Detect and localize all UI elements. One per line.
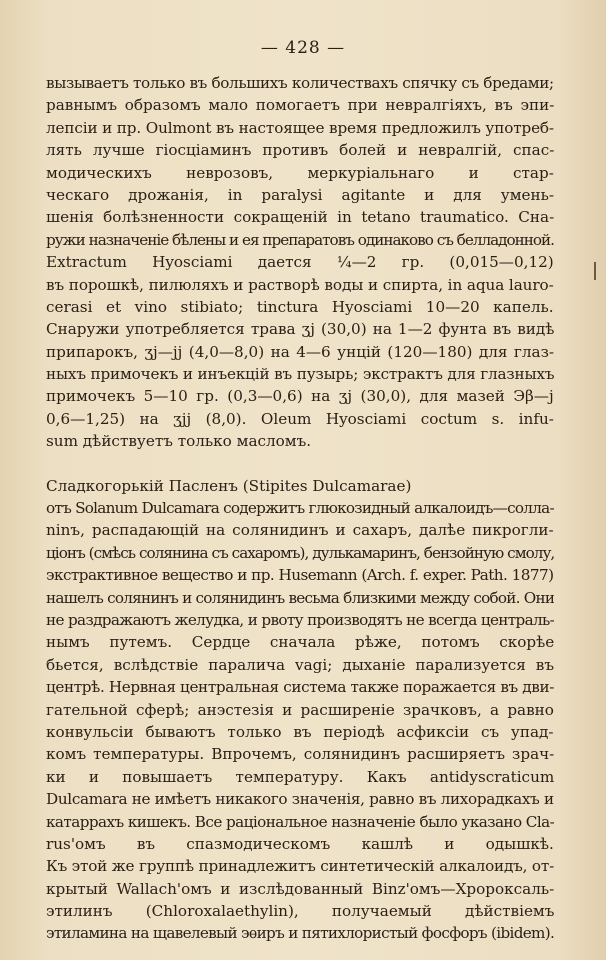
text-line: sum дѣйствуетъ только масломъ. bbox=[46, 432, 312, 451]
text-line: равнымъ образомъ мало помогаетъ при невралгіяхъ, въ эпи- bbox=[46, 96, 554, 115]
text-line: ціонъ (смѣсь солянина съ сахаромъ), дулькамаринъ, бензойную смолу, bbox=[46, 543, 554, 562]
text-line: комъ температуры. Впрочемъ, солянидинъ расширяетъ зрач- bbox=[46, 745, 554, 764]
text-line: rus'омъ въ спазмодическомъ кашлѣ и одышкѣ. bbox=[46, 834, 554, 853]
paragraph-hyoscyamus-dosage bbox=[46, 251, 554, 453]
text-line: лять лучше гіосціаминъ противъ болей и невралгій, спас- bbox=[46, 141, 554, 160]
page-body bbox=[46, 72, 554, 945]
text-line: ческаго дрожанія, in paralysi agitante и для умень- bbox=[46, 185, 554, 204]
text-line: Къ этой же группѣ принадлежитъ синтетическій алкалоидъ, от- bbox=[46, 857, 554, 876]
paragraph-spacer bbox=[46, 453, 554, 475]
text-line: Снаружи употребляется трава ʒj (30,0) на 1—2 фунта въ видѣ bbox=[46, 320, 554, 339]
paragraph-chloroxalaethylin bbox=[46, 855, 554, 945]
text-line: ружи назначеніе бѣлены и ея препаратовъ одинаково съ белладонной. bbox=[46, 230, 554, 249]
text-line: ки и повышаетъ температуру. Какъ antidyscraticum bbox=[46, 767, 554, 786]
paragraph-hyoscyamine-uses bbox=[46, 72, 554, 251]
text-line: примочекъ 5—10 гр. (0,3—0,6) на ʒj (30,0), для мазей Эβ—j bbox=[46, 387, 554, 406]
paragraph-dulcamara bbox=[46, 475, 554, 856]
page-number: — 428 — bbox=[260, 38, 346, 58]
text-line: Dulcamara не имѣетъ никакого значенія, равно въ лихорадкахъ и bbox=[46, 790, 554, 809]
text-line: ninъ, распадающій на солянидинъ и сахаръ, далѣе пикрогли- bbox=[46, 521, 554, 540]
text-line: припарокъ, ʒj—jj (4,0—8,0) на 4—6 унцій (120—180) для глаз- bbox=[46, 342, 554, 361]
text-line: Extractum Hyosciami дается ¼—2 гр. (0,015—0,12) bbox=[46, 253, 554, 272]
text-line: 0,6—1,25) на ʒjj (8,0). Oleum Hyosciami coctum s. infu- bbox=[46, 409, 554, 428]
text-line: лепсіи и пр. Oulmont въ настоящее время предложилъ употреб- bbox=[46, 118, 554, 137]
text-line: ныхъ примочекъ и инъекцій въ пузырь; экстрактъ для глазныхъ bbox=[46, 365, 554, 384]
margin-mark bbox=[594, 262, 596, 280]
text-line: не раздражаютъ желудка, и рвоту производятъ не всегда централь- bbox=[46, 610, 554, 629]
text-line: центрѣ. Нервная центральная система также поражается въ дви- bbox=[46, 678, 554, 697]
text-line: нымъ путемъ. Сердце сначала рѣже, потомъ скорѣе bbox=[46, 633, 554, 652]
text-line: модическихъ неврозовъ, меркуріальнаго и стар- bbox=[46, 163, 554, 182]
text-line: гательной сферѣ; анэстезія и расширеніе зрачковъ, а равно bbox=[46, 700, 554, 719]
text-line: конвульсіи бываютъ только въ періодѣ асфиксіи съ упад- bbox=[46, 722, 554, 741]
text-line: шенія болѣзненности сокращеній in tetano traumatico. Сна- bbox=[46, 208, 554, 227]
text-line: катаррахъ кишекъ. Все раціональное назначеніе было указано Cla- bbox=[46, 812, 554, 831]
text-line: крытый Wallach'омъ и изслѣдованный Binz'омъ—Хророксаль- bbox=[46, 879, 554, 898]
text-line: этилинъ (Chloroxalaethylin), получаемый дѣйствіемъ bbox=[46, 902, 554, 921]
text-line: отъ Solanum Dulcamara содержитъ глюкозидный алкалоидъ—солла- bbox=[46, 499, 554, 518]
text-line: экстрактивное вещество и пр. Husemann (Arch. f. exper. Path. 1877) bbox=[46, 566, 554, 585]
text-line: бьется, вслѣдствіе паралича vagi; дыханіе парализуется въ bbox=[46, 655, 554, 674]
text-line: въ порошкѣ, пилюляхъ и растворѣ воды и спирта, in aqua lauro- bbox=[46, 275, 554, 294]
text-line: вызываетъ только въ большихъ количествахъ спячку съ бредами; bbox=[46, 74, 554, 92]
text-line: cerasi et vino stibiato; tinctura Hyosciami 10—20 капель. bbox=[46, 297, 554, 316]
text-line: Сладкогорькій Пасленъ (Stipites Dulcamarae) bbox=[46, 476, 412, 495]
text-line: этиламина на щавелевый эѳиръ и пятихлористый фосфоръ (ibidem). bbox=[46, 924, 554, 943]
text-line: нашелъ солянинъ и солянидинъ весьма близкими между собой. Они bbox=[46, 588, 554, 607]
